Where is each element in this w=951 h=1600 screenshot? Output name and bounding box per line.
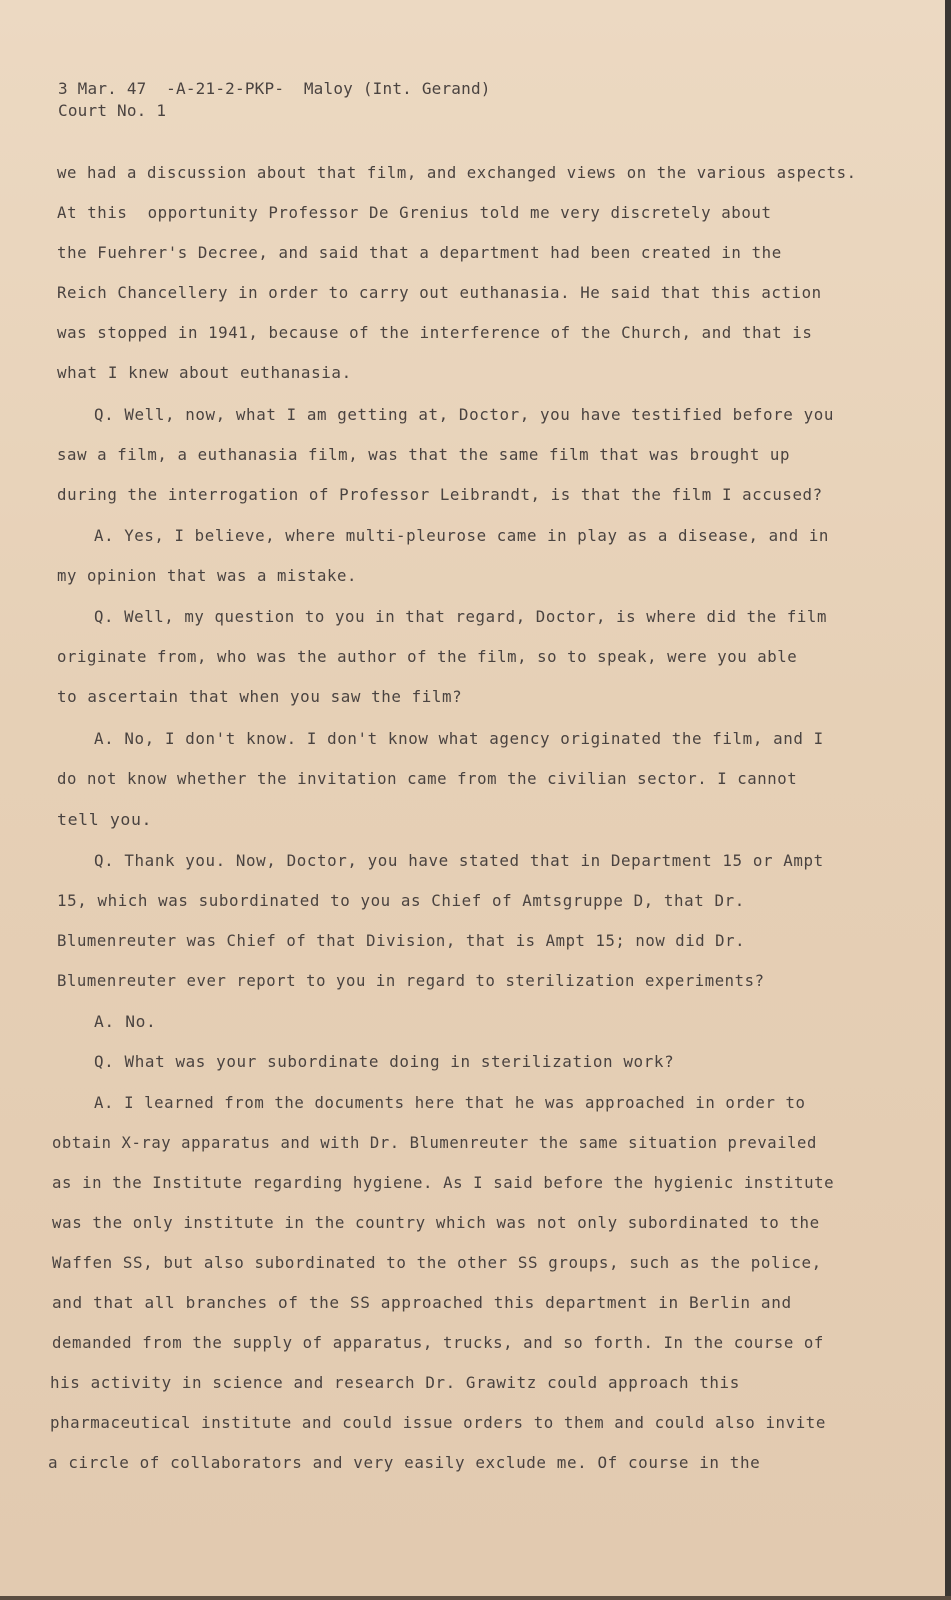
transcript-line: demanded from the supply of apparatus, trucks, and so forth. In the course of xyxy=(52,1333,824,1352)
transcript-line: Q. Well, now, what I am getting at, Doctor, you have testified before you xyxy=(94,405,834,424)
page-header xyxy=(58,78,491,122)
transcript-line: Reich Chancellery in order to carry out euthanasia. He said that this action xyxy=(57,283,822,302)
transcript-line: Q. Thank you. Now, Doctor, you have stated that in Department 15 or Ampt xyxy=(94,851,824,870)
scan-edge-right xyxy=(945,0,951,1600)
transcript-line: A. I learned from the documents here that he was approached in order to xyxy=(94,1093,806,1112)
transcript-line: we had a discussion about that film, and exchanged views on the various aspects. xyxy=(57,163,857,182)
transcript-line: was stopped in 1941, because of the interference of the Church, and that is xyxy=(57,323,813,342)
transcript-line: saw a film, a euthanasia film, was that the same film that was brought up xyxy=(57,445,790,464)
transcript-line: 15, which was subordinated to you as Chief of Amtsgruppe D, that Dr. xyxy=(57,891,745,910)
transcript-line: Blumenreuter was Chief of that Division, that is Ampt 15; now did Dr. xyxy=(57,931,746,950)
transcript-line: and that all branches of the SS approached this department in Berlin and xyxy=(52,1293,792,1312)
transcript-line: pharmaceutical institute and could issue orders to them and could also invite xyxy=(50,1413,826,1432)
transcript-line: Q. What was your subordinate doing in sterilization work? xyxy=(94,1052,675,1071)
transcript-line: A. No. xyxy=(94,1012,157,1031)
transcript-line: originate from, who was the author of the film, so to speak, were you able xyxy=(57,647,798,666)
transcript-line: obtain X-ray apparatus and with Dr. Blumenreuter the same situation prevailed xyxy=(52,1133,817,1152)
transcript-line: during the interrogation of Professor Leibrandt, is that the film I accused? xyxy=(57,485,823,504)
transcript-line: the Fuehrer's Decree, and said that a department had been created in the xyxy=(57,243,782,262)
transcript-line: my opinion that was a mistake. xyxy=(57,566,357,585)
transcript-line: tell you. xyxy=(57,810,153,829)
transcript-line: what I knew about euthanasia. xyxy=(57,363,352,382)
transcript-line: to ascertain that when you saw the film? xyxy=(57,687,463,706)
transcript-line: do not know whether the invitation came from the civilian sector. I cannot xyxy=(57,769,798,788)
transcript-line: At this opportunity Professor De Grenius told me very discretely about xyxy=(57,203,772,222)
transcript-line: was the only institute in the country which was not only subordinated to the xyxy=(52,1213,820,1232)
transcript-line: as in the Institute regarding hygiene. As I said before the hygienic institute xyxy=(52,1173,835,1192)
transcript-line: Q. Well, my question to you in that regard, Doctor, is where did the film xyxy=(94,607,827,626)
transcript-line: Blumenreuter ever report to you in regard to sterilization experiments? xyxy=(57,971,765,990)
header-line-court: Court No. 1 xyxy=(58,101,167,120)
transcript-line: his activity in science and research Dr. Grawitz could approach this xyxy=(50,1373,740,1392)
header-line-date-code: 3 Mar. 47 -A-21-2-PKP- Maloy (Int. Gerand) xyxy=(58,79,491,98)
transcript-line: A. No, I don't know. I don't know what agency originated the film, and I xyxy=(94,729,824,748)
transcript-line: Waffen SS, but also subordinated to the other SS groups, such as the police, xyxy=(52,1253,822,1272)
scan-edge-bottom xyxy=(0,1596,951,1600)
transcript-line: A. Yes, I believe, where multi-pleurose came in play as a disease, and in xyxy=(94,526,829,545)
transcript-line: a circle of collaborators and very easily exclude me. Of course in the xyxy=(48,1453,761,1472)
